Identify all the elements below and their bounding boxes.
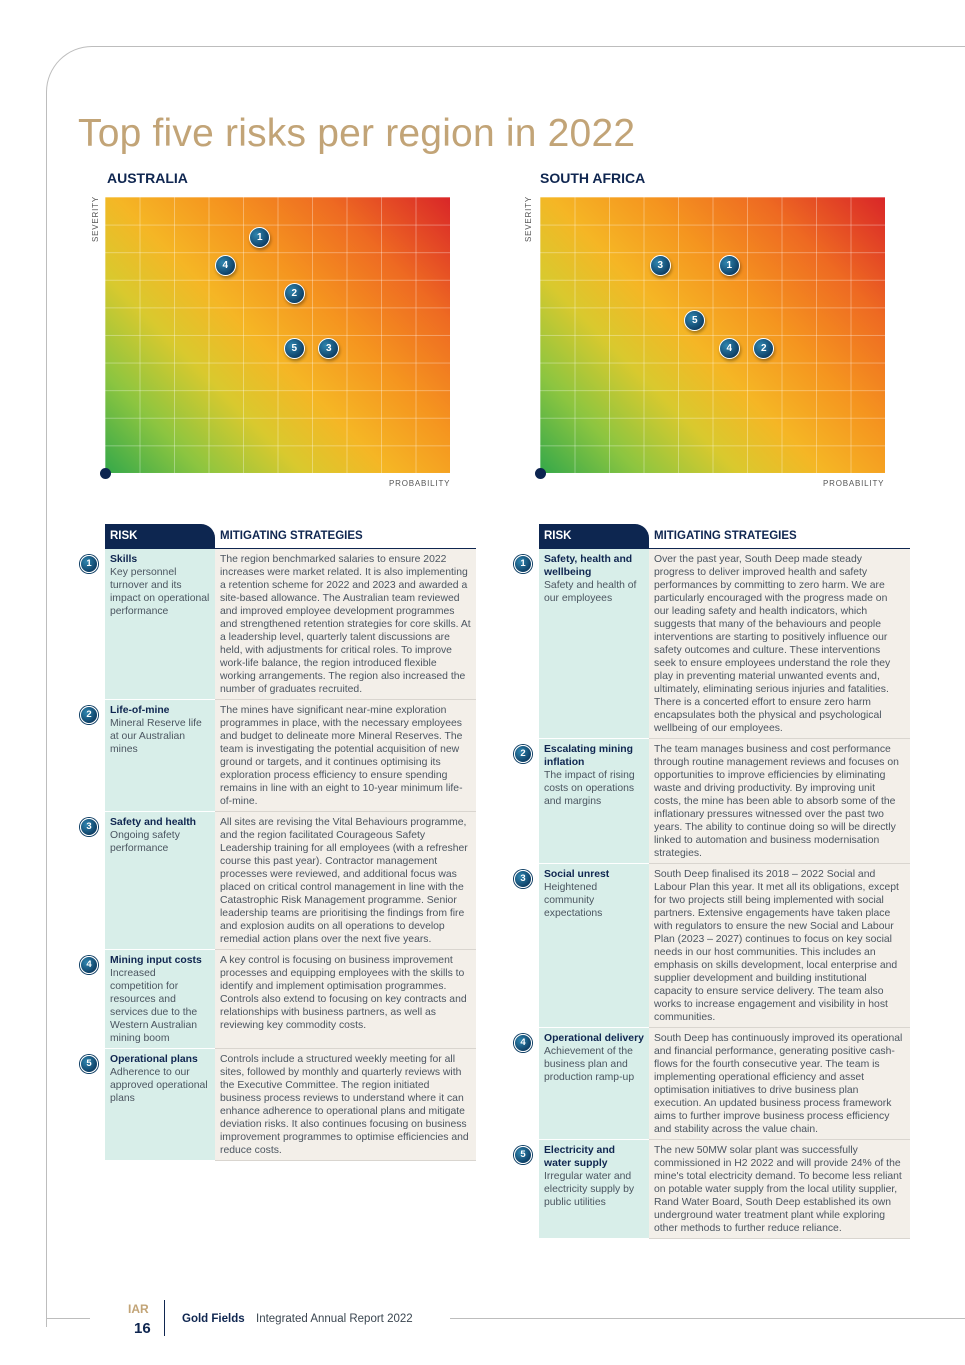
- south-africa-risk-row: [512, 739, 910, 864]
- south-africa-risk-marker-5: 5: [684, 310, 705, 331]
- table-number-header: [78, 524, 105, 549]
- risk-cell: [539, 864, 649, 1028]
- mitigation-text: Controls include a structured weekly meeting for all sites, followed by monthly and quarterly reviews with the Executive Committee. The region initiated business process reviews to understand where it can enhance adherence to operational plans and mitigate deviation risks. It also continues focusing on business improvement programmes to optimise efficiencies and reduce costs.: [215, 1049, 476, 1161]
- risk-number-cell: [512, 739, 539, 864]
- risk-column-header: RISK: [539, 524, 649, 549]
- risk-description: Key personnel turnover and its impact on operational performance: [110, 566, 210, 617]
- south-africa-probability-axis-label: PROBABILITY: [823, 479, 885, 488]
- south-africa-risk-row: [512, 864, 910, 1028]
- mitigating-strategies-column-header: MITIGATING STRATEGIES: [649, 524, 910, 549]
- south-africa-risk-marker-2: 2: [753, 338, 774, 359]
- risk-number-cell: [78, 549, 105, 700]
- risk-name: Life-of-mine: [110, 705, 170, 716]
- risk-name: Electricity and water supply: [544, 1145, 616, 1169]
- south-africa-axis-origin-dot: [535, 468, 546, 479]
- mitigation-text: The team manages business and cost performance through routine management reviews and focuses on opportunities to improve efficiencies by eliminating waste and driving productivity. By improving unit costs, the mine has been able to absorb some of the inflationary pressures witnessed over the past two years. The ability to continue doing so will be directly linked to automation and business modernisation strategies.: [649, 739, 910, 864]
- risk-cell: [105, 950, 215, 1049]
- table-number-header: [512, 524, 539, 549]
- footer-brand: Gold Fields: [182, 1313, 245, 1325]
- south-africa-matrix-title: SOUTH AFRICA: [540, 170, 646, 186]
- risk-cell: [539, 739, 649, 864]
- south-africa-risk-row: [512, 549, 910, 739]
- risk-number-cell: [78, 1049, 105, 1161]
- south-africa-risk-marker-1: 1: [719, 255, 740, 276]
- risk-description: The impact of rising costs on operations and margins: [544, 770, 635, 807]
- risk-name: Mining input costs: [110, 955, 202, 966]
- risk-number-badge: 1: [514, 555, 532, 573]
- risk-name: Social unrest: [544, 869, 610, 880]
- risk-description: Increased competition for resources and services due to the Western Australian mining boom: [110, 968, 198, 1044]
- risk-number-badge: 5: [80, 1055, 98, 1073]
- australia-risk-row: [78, 549, 476, 700]
- mitigation-text: The mines have significant near-mine exploration programmes in place, with the necessary employees and budget to delineate more Mineral Reserves. The team is investigating the potential acquisition of new ground or targets, and it continues optimising its exploration process efficiency to ensure spending remains in line with an eight to 10-year minimum life-of-mine.: [215, 700, 476, 812]
- australia-risk-heatmap: [105, 197, 450, 473]
- mitigation-text: The new 50MW solar plant was successfully commissioned in H2 2022 and will provide 24% of the mine's total electricity demand. To become less reliant on potable water supply from the local utility supplier, Rand Water Board, South Deep established its own underground water treatment plant while exploring other methods to further reduce reliance.: [649, 1140, 910, 1239]
- risk-description: Heightened community expectations: [544, 882, 603, 919]
- footer-report-title: Integrated Annual Report 2022: [256, 1313, 413, 1325]
- risk-description: Mineral Reserve life at our Australian mines: [110, 718, 202, 755]
- risk-cell: [539, 1028, 649, 1140]
- south-africa-risk-row: [512, 1140, 910, 1239]
- mitigating-strategies-column-header: MITIGATING STRATEGIES: [215, 524, 476, 549]
- footer-section-label: IAR: [128, 1302, 149, 1316]
- risk-name: Operational plans: [110, 1054, 198, 1065]
- risk-number-cell: [512, 549, 539, 739]
- risk-column-header: RISK: [105, 524, 215, 549]
- mitigation-text: South Deep finalised its 2018 – 2022 Social and Labour Plan this year. It met all its obligations, except for two projects still being implemented with social partners. Extensive engagements have taken place with regulators to ensure the new Social and Labour Plan (2023 – 2027) continues to focus on key social needs in our host communities. This includes an emphasis on skills development, local enterprise and supplier development and building institutional capacity to ensure service delivery. The team also works to increase engagement and visibility in host communities.: [649, 864, 910, 1028]
- mitigation-text: The region benchmarked salaries to ensure 2022 increases were market related. It is also implementing a retention scheme for 2022 and 2023 and awarded a site-based allowance. The Australian team reviewed and improved employee development programmes and strengthened retention strategies for core skills. At a leadership level, quarterly talent discussions are held, with adjustments for critical roles. To improve work-life balance, the region introduced flexible working arrangements. The region also increased the number of graduates recruited.: [215, 549, 476, 700]
- risk-cell: [539, 549, 649, 739]
- risk-name: Safety, health and wellbeing: [544, 553, 633, 578]
- page-frame-bottom-rule: [46, 1318, 90, 1319]
- australia-risk-marker-3: 3: [318, 338, 339, 359]
- south-africa-risk-marker-4: 4: [719, 338, 740, 359]
- risk-number-cell: [512, 1028, 539, 1140]
- risk-number-cell: [78, 950, 105, 1049]
- australia-matrix-title: AUSTRALIA: [107, 170, 188, 186]
- mitigation-text: Over the past year, South Deep made steady progress to deliver improved health and safety performances by committing to zero harm. We are particularly encouraged with the progress made on our leading safety and health indicators, which suggests that many of the behaviours and people interventions are starting to positively influence our safety outcomes and culture. These interventions seek to ensure employees understand the role they play in preventing material unwanted events and, ultimately, eliminating serious injuries and fatalities. There is a concerted effort to ensure zero harm encapsulates both the physical and psychological wellbeing of our employees.: [649, 549, 910, 739]
- mitigation-text: South Deep has continuously improved its operational and financial performance, generating positive cash-flows for the fourth consecutive year. The team is implementing operational efficiency and asset optimisation initiatives to drive business plan execution. An updated business process framework aims to further improve business process efficiency and stability across the value chain.: [649, 1028, 910, 1140]
- footer-page-number: 16: [134, 1320, 151, 1337]
- australia-risk-table: [78, 524, 476, 1161]
- risk-number-badge: 2: [514, 745, 532, 763]
- risk-description: Achievement of the business plan and production ramp-up: [544, 1046, 635, 1083]
- australia-risk-row: [78, 950, 476, 1049]
- risk-number-cell: [78, 700, 105, 812]
- risk-number-badge: 4: [514, 1034, 532, 1052]
- australia-risk-row: [78, 700, 476, 812]
- australia-risk-marker-5: 5: [284, 338, 305, 359]
- risk-number-cell: [512, 864, 539, 1028]
- risk-number-badge: 1: [80, 555, 98, 573]
- risk-name: Skills: [110, 553, 138, 565]
- risk-number-badge: 3: [80, 818, 98, 836]
- australia-severity-axis-label: SEVERITY: [91, 196, 100, 242]
- risk-cell: [105, 549, 215, 700]
- australia-risk-marker-2: 2: [284, 283, 305, 304]
- australia-risk-marker-1: 1: [249, 227, 270, 248]
- risk-cell: [105, 700, 215, 812]
- australia-risk-row: [78, 812, 476, 950]
- australia-axis-origin-dot: [100, 468, 111, 479]
- risk-number-badge: 5: [514, 1146, 532, 1164]
- south-africa-severity-axis-label: SEVERITY: [524, 196, 533, 242]
- australia-probability-axis-label: PROBABILITY: [389, 479, 451, 488]
- risk-cell: [105, 1049, 215, 1161]
- risk-number-cell: [512, 1140, 539, 1239]
- risk-number-cell: [78, 812, 105, 950]
- mitigation-text: A key control is focusing on business improvement processes and equipping employees with the skills to identify and implement optimisation programmes. Controls also extend to focusing on key contracts and relationships with business partners, as well as reviewing key commodity costs.: [215, 950, 476, 1049]
- risk-description: Ongoing safety performance: [110, 830, 180, 854]
- south-africa-risk-marker-3: 3: [650, 255, 671, 276]
- australia-risk-marker-4: 4: [215, 255, 236, 276]
- mitigation-text: All sites are revising the Vital Behaviours programme, and the region facilitated Courageous Safety Leadership training for all employees (with a refresher course this past year). Contractor management processes were reviewed, and additional focus was placed on critical control management in line with the Catastrophic Risk Management programme. Senior leadership teams are prioritising the findings from fire and explosion audits on all operations to develop remedial action plans over the next five years.: [215, 812, 476, 950]
- risk-number-badge: 2: [80, 706, 98, 724]
- south-africa-risk-row: [512, 1028, 910, 1140]
- risk-name: Operational delivery: [544, 1033, 644, 1044]
- risk-number-badge: 3: [514, 870, 532, 888]
- risk-cell: [105, 812, 215, 950]
- risk-cell: [539, 1140, 649, 1239]
- risk-number-badge: 4: [80, 956, 98, 974]
- risk-description: Adherence to our approved operational plans: [110, 1067, 208, 1104]
- south-africa-risk-heatmap: [540, 197, 885, 473]
- page-title: Top five risks per region in 2022: [78, 112, 636, 156]
- risk-description: Irregular water and electricity supply by public utilities: [544, 1171, 635, 1208]
- south-africa-risk-table: [512, 524, 910, 1239]
- risk-name: Escalating mining inflation: [544, 744, 633, 768]
- australia-risk-row: [78, 1049, 476, 1161]
- footer-divider: [164, 1300, 165, 1336]
- risk-description: Safety and health of our employees: [544, 579, 637, 604]
- page-frame-bottom-rule-right: [450, 1318, 965, 1319]
- risk-name: Safety and health: [110, 817, 197, 828]
